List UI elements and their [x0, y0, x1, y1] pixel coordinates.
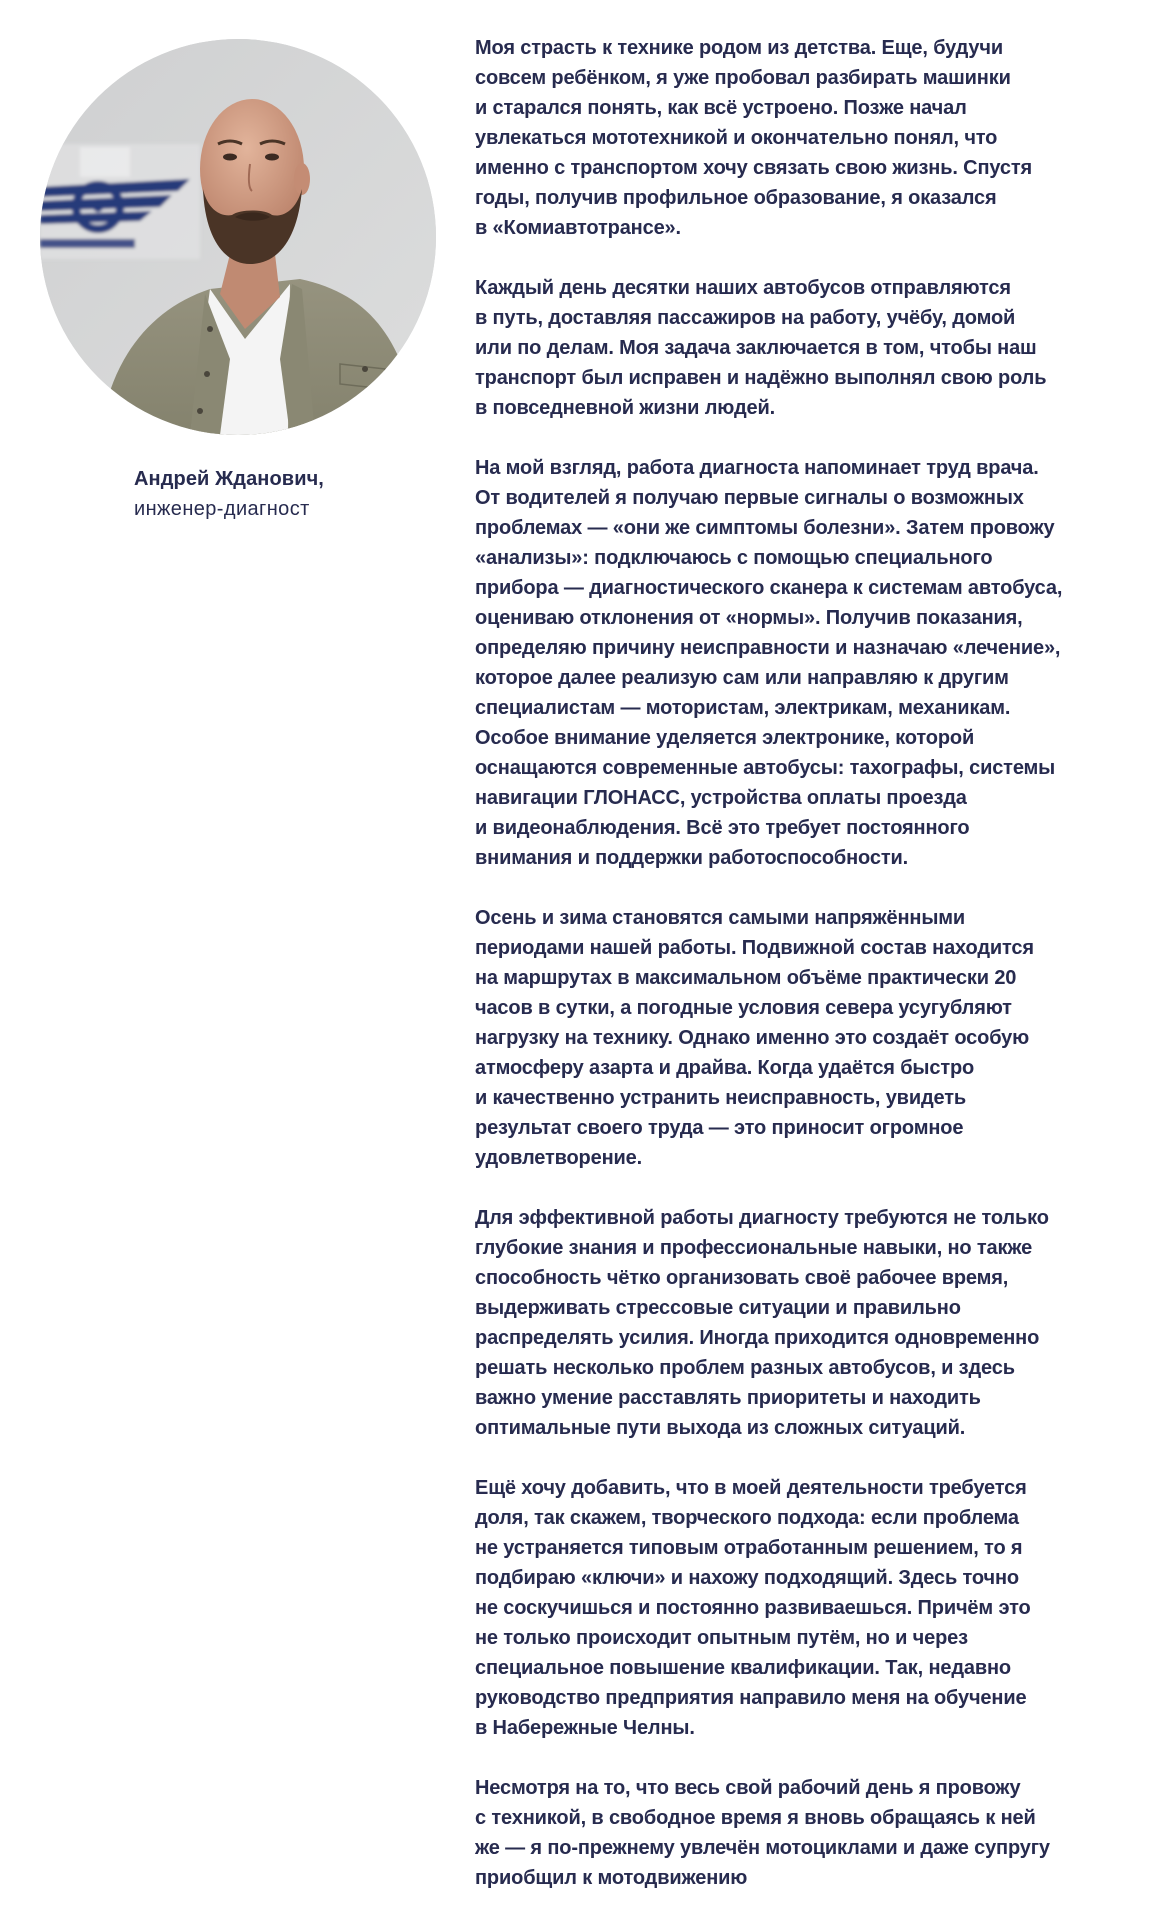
paragraph-line: годы, получив профильное образование, я оказался	[475, 187, 997, 209]
paragraph-line: решать несколько проблем разных автобусов, и здесь	[475, 1357, 1015, 1379]
article-body	[475, 33, 1140, 1923]
paragraph-line: выдерживать стрессовые ситуации и правильно	[475, 1297, 961, 1319]
paragraph-line: часов в сутки, а погодные условия севера усугубляют	[475, 997, 1012, 1019]
paragraph-line: периодами нашей работы. Подвижной состав находится	[475, 937, 1034, 959]
paragraph-line: в повседневной жизни людей.	[475, 397, 776, 419]
paragraph-line: удовлетворение.	[475, 1147, 643, 1169]
article-paragraph	[475, 453, 1140, 873]
paragraph-line: важно умение расставлять приоритеты и находить	[475, 1387, 981, 1409]
paragraph-line: же — я по-прежнему увлечён мотоциклами и даже супругу	[475, 1837, 1050, 1859]
paragraph-line: не соскучишься и постоянно развиваешься. Причём это	[475, 1597, 1031, 1619]
paragraph-line: «анализы»: подключаюсь с помощью специального	[475, 547, 993, 569]
paragraph-line: определяю причину неисправности и назначаю «лечение»,	[475, 637, 1061, 659]
paragraph-line: не только происходит опытным путём, но и через	[475, 1627, 968, 1649]
company-logo-backdrop	[40, 144, 200, 259]
paragraph-line: увлекаться мототехникой и окончательно понял, что	[475, 127, 998, 149]
article-paragraph	[475, 273, 1140, 423]
paragraph-line: Моя страсть к технике родом из детства. Еще, будучи	[475, 37, 1003, 59]
paragraph-line: приобщил к мотодвижению	[475, 1867, 748, 1889]
paragraph-line: распределять усилия. Иногда приходится одновременно	[475, 1327, 1040, 1349]
paragraph-line: От водителей я получаю первые сигналы о возможных	[475, 487, 1024, 509]
paragraph-line: оцениваю отклонения от «нормы». Получив показания,	[475, 607, 1023, 629]
paragraph-line: Особое внимание уделяется электронике, которой	[475, 727, 975, 749]
paragraph-line: специальное повышение квалификации. Так, недавно	[475, 1657, 1012, 1679]
paragraph-line: или по делам. Моя задача заключается в том, чтобы наш	[475, 337, 1037, 359]
paragraph-line: Осень и зима становятся самыми напряжёнными	[475, 907, 966, 929]
paragraph-line: на маршрутах в максимальном объёме практически 20	[475, 967, 1017, 989]
paragraph-line: нагрузку на технику. Однако именно это создаёт особую	[475, 1027, 1030, 1049]
paragraph-line: оснащаются современные автобусы: тахографы, системы	[475, 757, 1056, 779]
person-role: инженер-диагност	[134, 498, 310, 520]
portrait-illustration	[40, 39, 436, 435]
paragraph-line: оптимальные пути выхода из сложных ситуаций.	[475, 1417, 966, 1439]
paragraph-line: транспорт был исправен и надёжно выполнял свою роль	[475, 367, 1047, 389]
paragraph-line: прибора — диагностического сканера к системам автобуса,	[475, 577, 1063, 599]
paragraph-line: не устраняется типовым отработанным решением, то я	[475, 1537, 1023, 1559]
paragraph-line: специалистам — мотористам, электрикам, механикам.	[475, 697, 1011, 719]
article-paragraph	[475, 1473, 1140, 1743]
paragraph-line: и качественно устранить неисправность, увидеть	[475, 1087, 967, 1109]
person-caption	[134, 464, 434, 524]
article-paragraph	[475, 1203, 1140, 1443]
paragraph-line: результат своего труда — это приносит огромное	[475, 1117, 964, 1139]
portrait-photo	[40, 39, 436, 435]
paragraph-line: На мой взгляд, работа диагноста напоминает труд врача.	[475, 457, 1039, 479]
paragraph-line: Ещё хочу добавить, что в моей деятельности требуется	[475, 1477, 1027, 1499]
paragraph-line: проблемах — «они же симптомы болезни». Затем провожу	[475, 517, 1055, 539]
paragraph-line: подбираю «ключи» и нахожу подходящий. Здесь точно	[475, 1567, 1019, 1589]
paragraph-line: Для эффективной работы диагносту требуются не только	[475, 1207, 1049, 1229]
paragraph-line: атмосферу азарта и драйва. Когда удаётся быстро	[475, 1057, 975, 1079]
paragraph-line: в Набережные Челны.	[475, 1717, 695, 1739]
paragraph-line: с техникой, в свободное время я вновь обращаясь к ней	[475, 1807, 1036, 1829]
paragraph-line: навигации ГЛОНАСС, устройства оплаты проезда	[475, 787, 967, 809]
paragraph-line: и видеонаблюдения. Всё это требует постоянного	[475, 817, 970, 839]
paragraph-line: в «Комиавтотрансе».	[475, 217, 681, 239]
paragraph-line: именно с транспортом хочу связать свою жизнь. Спустя	[475, 157, 1033, 179]
paragraph-line: совсем ребёнком, я уже пробовал разбирать машинки	[475, 67, 1011, 89]
paragraph-line: Каждый день десятки наших автобусов отправляются	[475, 277, 1011, 299]
article-paragraph	[475, 1773, 1140, 1893]
person-name: Андрей Жданович,	[134, 468, 324, 490]
paragraph-line: в путь, доставляя пассажиров на работу, учёбу, домой	[475, 307, 1016, 329]
paragraph-line: и старался понять, как всё устроено. Позже начал	[475, 97, 967, 119]
paragraph-line: руководство предприятия направило меня на обучение	[475, 1687, 1027, 1709]
paragraph-line: которое далее реализую сам или направляю к другим	[475, 667, 1009, 689]
article-paragraph	[475, 903, 1140, 1173]
paragraph-line: доля, так скажем, творческого подхода: если проблема	[475, 1507, 1019, 1529]
paragraph-line: способность чётко организовать своё рабочее время,	[475, 1267, 1009, 1289]
paragraph-line: внимания и поддержки работоспособности.	[475, 847, 909, 869]
paragraph-line: Несмотря на то, что весь свой рабочий день я провожу	[475, 1777, 1021, 1799]
paragraph-line: глубокие знания и профессиональные навыки, но также	[475, 1237, 1033, 1259]
article-paragraph	[475, 33, 1140, 243]
